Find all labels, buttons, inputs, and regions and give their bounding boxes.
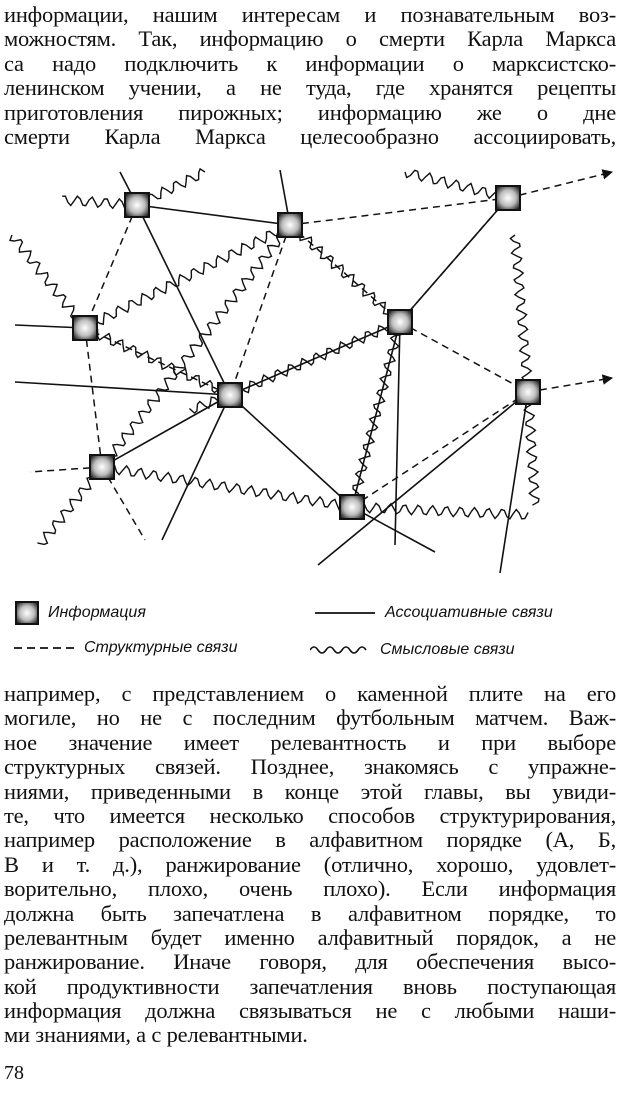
associative-link [15,382,230,395]
structural-link [290,225,400,322]
structural-link [508,172,612,198]
text-line: структурных связей. Позднее, знакомясь с упражне- [4,754,616,780]
legend-structural [14,638,237,658]
structural-link [85,205,137,328]
text-line: приготовления пирожных; информацию же о дне [4,99,616,125]
text-line: информации, нашим интересам и познавательным воз- [4,2,616,27]
information-node [125,193,149,217]
information-node [516,380,540,404]
text-line: ворительно, плохо, очень плохо). Если информация [4,876,616,902]
associative-link [102,395,230,467]
solid-line-icon [315,603,377,623]
text-line: кой продуктивности запечатления вновь поступающая [4,973,616,999]
paragraph-top [4,3,616,149]
legend-information-label: Информация [48,604,146,621]
legend-information [14,600,146,626]
structural-link [230,225,290,395]
legend-associative-label: Ассоциативные связи [385,604,553,621]
text-line: ленинском учении, а не туда, где хранятся рецепты [4,75,616,101]
semantic-link [289,225,400,324]
semantic-link [510,235,532,392]
text-line: можностям. Так, информацию о смерти Карла Маркса [4,26,616,52]
semantic-link [102,223,288,468]
associative-link [137,205,290,225]
semantic-link [405,170,509,201]
semantic-link [352,503,528,519]
information-node [218,383,242,407]
text-line: смерти Карла Маркса целесообразно ассоциировать, [4,123,616,149]
associative-link [230,395,352,507]
associative-link [162,395,230,540]
text-line: релевантным будет именно алфавитный порядок, а не [4,924,616,950]
structural-link [290,198,508,225]
associative-link [500,392,528,573]
dashed-line-icon [14,638,76,658]
legend-semantic [310,640,515,660]
structural-link [400,322,528,392]
text-line: В и т. д.), ранжирование (отлично, хорошо, удовлет- [4,851,616,877]
text-line: ное значение имеет релевантность и при выборе [4,729,616,755]
text-line: ниями, приведенными в конце этой главы, вы увиди- [4,778,616,804]
information-node [278,213,302,237]
semantic-link [10,235,84,329]
legend-associative [315,603,553,623]
text-line: те, что имеется несколько способов структурирования, [4,802,616,828]
text-line: информация должна связываться не с любыми наши- [4,998,616,1024]
information-node [496,186,520,210]
associative-link [137,205,230,395]
information-node [340,495,364,519]
text-line: ми знаниями, а с релевантными. [4,1022,308,1048]
page-number: 78 [4,1062,24,1084]
text-line: например, с представлением о каменной плите на его [4,681,616,706]
information-node-icon [14,600,40,626]
semantic-link [85,225,292,331]
structural-link [352,392,528,507]
information-node [73,316,97,340]
network-diagram [0,168,620,588]
text-line: ранжирование. Иначе говоря, для обеспечения высо- [4,949,616,975]
associative-link [318,392,528,565]
legend [0,600,620,670]
text-line: са надо подключить к информации о марксистско- [4,50,616,76]
information-node [388,310,412,334]
wavy-line-icon [310,640,372,660]
semantic-link [523,392,539,505]
text-line: например расположение в алфавитном порядке (А, Б, [4,827,616,853]
legend-structural-label: Структурные связи [84,639,238,656]
structural-link [85,328,230,395]
text-line: должна быть запечатлена в алфавитном порядке, то [4,900,616,926]
information-node [90,455,114,479]
text-line: могиле, но не с последним футбольным матчем. Важ- [4,705,616,731]
legend-semantic-label: Смысловые связи [380,641,515,658]
structural-link [85,328,102,467]
paragraph-bottom [4,682,616,1048]
